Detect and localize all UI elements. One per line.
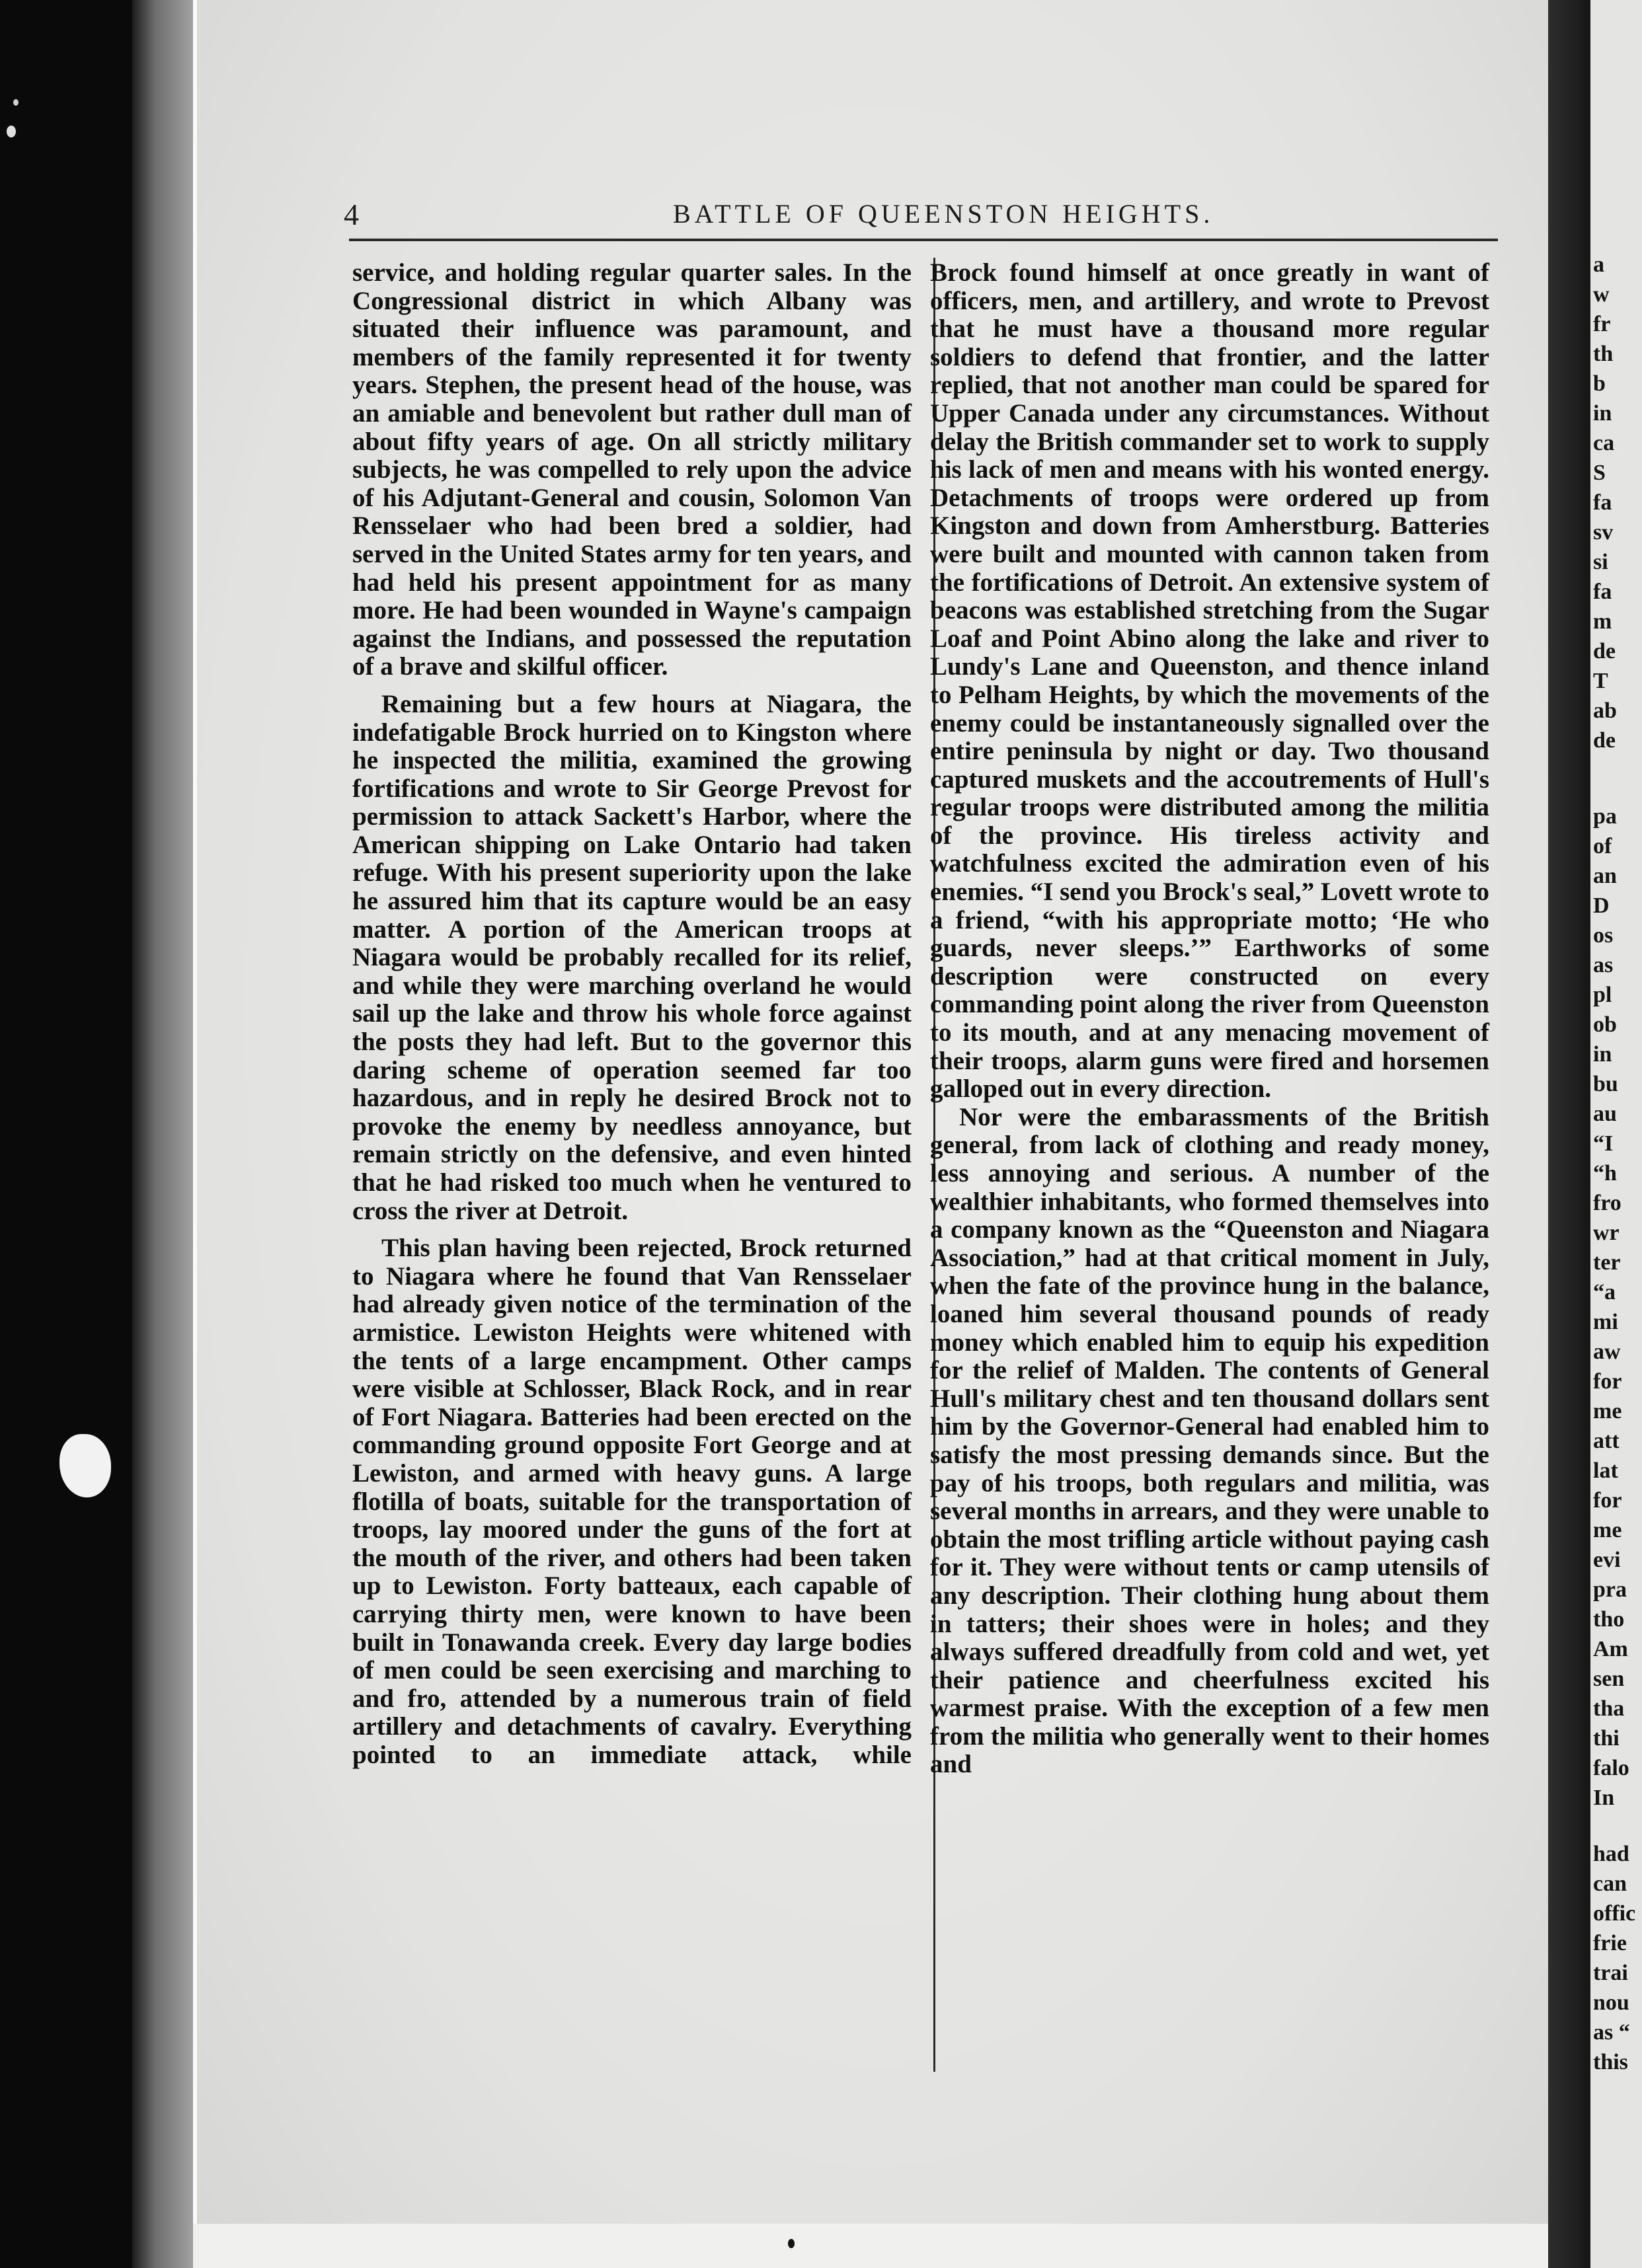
scan-background bbox=[0, 0, 132, 2268]
adjacent-page-fragment: S bbox=[1593, 461, 1606, 485]
adjacent-page-fragment: for bbox=[1593, 1369, 1622, 1394]
adjacent-page-fragment: fa bbox=[1593, 490, 1612, 515]
paragraph: Brock found himself at once greatly in want of officers, men, and artillery, and wrote to Prevost that he must have a thousand more regular soldiers to defend that frontier, and the latter replied, that not another man could be spared for Upper Canada under any circumstances. Without delay the British commander set to work to supply his lack of men and means with his wonted energy. Detachments of troops were ordered up from Kingston and down from Amherstburg. Batteries were built and mounted with cannon taken from the fortifications of Detroit. An extensive system of beacons was established stretching from the Sugar Loaf and Point Abino along the lake and river to Lundy's Lane and Queenston, and thence inland to Pelham Heights, by which the movements of the enemy could be instantaneously signalled over the entire peninsula by night or day. Two thousand captured muskets and the accoutrements of Hull's regular troops were distributed among the militia of the province. His tireless activity and watchfulness excited the admiration even of his enemies. “I send you Brock's seal,” Lovett wrote to a friend, “with his appropriate motto; ‘He who guards, never sleeps.’” Earthworks of some description were constructed on every commanding point along the river from Queenston to its mouth, and at any menacing movement of their troops, alarm guns were fired and horsemen galloped out in every direction. bbox=[930, 258, 1489, 1104]
adjacent-page-fragment: pa bbox=[1593, 804, 1617, 829]
adjacent-page-fragment: mi bbox=[1593, 1310, 1618, 1334]
adjacent-page-fragment: for bbox=[1593, 1488, 1622, 1513]
page-edge-shadow bbox=[132, 0, 198, 2268]
adjacent-page-fragment: ca bbox=[1593, 431, 1615, 455]
adjacent-page-fragment: had bbox=[1593, 1842, 1629, 1866]
adjacent-page-fragment: sv bbox=[1593, 520, 1614, 545]
page-number: 4 bbox=[344, 198, 359, 231]
adjacent-page-fragment: me bbox=[1593, 1399, 1622, 1423]
adjacent-page-fragment: this bbox=[1593, 2050, 1628, 2074]
adjacent-page-fragment: of bbox=[1593, 834, 1612, 858]
page-bottom-margin bbox=[193, 2224, 1548, 2268]
adjacent-page-fragment: me bbox=[1593, 1518, 1622, 1542]
scan-speck bbox=[7, 126, 16, 137]
adjacent-page-fragment: pl bbox=[1593, 983, 1612, 1007]
book-gutter bbox=[1548, 0, 1590, 2268]
adjacent-page-fragment: thi bbox=[1593, 1726, 1620, 1751]
adjacent-page-fragment: fr bbox=[1593, 312, 1611, 336]
left-column bbox=[352, 259, 912, 1769]
adjacent-page-fragment: “I bbox=[1593, 1131, 1614, 1156]
adjacent-page-fragment: m bbox=[1593, 609, 1612, 634]
adjacent-page-fragment: sen bbox=[1593, 1667, 1625, 1691]
adjacent-page-fragment: can bbox=[1593, 1871, 1627, 1896]
adjacent-page-fragment: offic bbox=[1593, 1901, 1636, 1926]
adjacent-page-fragment: de bbox=[1593, 639, 1616, 663]
adjacent-page-fragment: de bbox=[1593, 728, 1616, 753]
adjacent-page-fragment: wr bbox=[1593, 1221, 1620, 1245]
adjacent-page-fragment: as “ bbox=[1593, 2020, 1630, 2045]
adjacent-page-fragment: ter bbox=[1593, 1250, 1621, 1275]
adjacent-page-fragment: nou bbox=[1593, 1990, 1629, 2015]
adjacent-page-fragment: bu bbox=[1593, 1072, 1618, 1096]
adjacent-page-fragment: evi bbox=[1593, 1548, 1621, 1572]
adjacent-page-fragment: si bbox=[1593, 550, 1608, 574]
adjacent-page-fragment: falo bbox=[1593, 1756, 1629, 1780]
adjacent-page-fragment: D bbox=[1593, 893, 1610, 918]
header-rule bbox=[349, 239, 1498, 241]
adjacent-page-fragment: as bbox=[1593, 953, 1614, 977]
adjacent-page-fragment: frie bbox=[1593, 1931, 1627, 1955]
adjacent-page-fragment: a bbox=[1593, 252, 1604, 277]
paragraph: This plan having been rejected, Brock returned to Niagara where he found that Van Rensselaer had already given notice of the termination of the armistice. Lewiston Heights were whitened with the tents of a large encampment. Other camps were visible at Schlosser, Black Rock, and in rear of Fort Niagara. Batteries had been erected on the commanding ground opposite Fort George and at Lewiston, and armed with heavy guns. A large flotilla of boats, suitable for the transportation of troops, lay moored under the guns of the fort at the mouth of the river, and others had been taken up to Lewiston. Forty batteaux, each capable of carrying thirty men, were known to have been built in Tonawanda creek. Every day large bodies of men could be seen exercising and marching to and fro, attended by a numerous train of field artillery and detachments of cavalry. Everything pointed to an immediate attack, while bbox=[352, 1234, 912, 1769]
paragraph: Nor were the embarassments of the British general, from lack of clothing and ready money, less annoying and serious. A number of the wealthier inhabitants, who formed themselves into a company known as the “Queenston and Niagara Association,” had at that critical moment in July, when the fate of the province hung in the balance, loaned him several thousand pounds of ready money which enabled him to equip his expedition for the relief of Malden. The contents of General Hull's military chest and ten thousand dollars sent him by the Governor-General had enabled him to satisfy the most pressing demands since. But the pay of his troops, both regulars and militia, was several months in arrears, and they were unable to obtain the most trifling article without paying cash for it. They were without tents or camp utensils of any description. Their clothing hung about them in tatters; their shoes were in holes; and they always suffered dreadfully from cold and wet, yet their patience and cheerfulness excited his warmest praise. With the exception of a few men from the militia who generally went to their homes and bbox=[930, 1102, 1489, 1779]
adjacent-page-fragment: os bbox=[1593, 923, 1614, 948]
adjacent-page-fragment: aw bbox=[1593, 1340, 1621, 1364]
adjacent-page-fragment: b bbox=[1593, 371, 1606, 396]
adjacent-page-fragment: an bbox=[1593, 864, 1617, 888]
adjacent-page-fragment: w bbox=[1593, 282, 1610, 307]
adjacent-page-fragment: ob bbox=[1593, 1012, 1617, 1037]
adjacent-page-fragment: lat bbox=[1593, 1458, 1618, 1483]
adjacent-page-fragment: Am bbox=[1593, 1637, 1628, 1661]
adjacent-page-fragment: fro bbox=[1593, 1191, 1622, 1215]
adjacent-page-fragment: th bbox=[1593, 342, 1614, 366]
adjacent-page-fragment: in bbox=[1593, 1042, 1612, 1067]
adjacent-page-fragment: fa bbox=[1593, 580, 1612, 604]
adjacent-page-fragment: in bbox=[1593, 401, 1612, 426]
paragraph: service, and holding regular quarter sales. In the Congressional district in which Albany was situated their influence was paramount, and members of the family represented it for twenty years. Stephen, the present head of the house, was an amiable and benevolent but rather dull man of about fifty years of age. On all strictly military subjects, he was compelled to rely upon the advice of his Adjutant-General and cousin, Solomon Van Rensselaer who had been bred a soldier, had served in the United States army for ten years, and had held his present appointment for as many more. He had been wounded in Wayne's campaign against the Indians, and possessed the reputation of a brave and skilful officer. bbox=[352, 258, 912, 681]
adjacent-page-fragment: In bbox=[1593, 1786, 1615, 1810]
adjacent-page-fragment: trai bbox=[1593, 1961, 1628, 1985]
adjacent-page-edge bbox=[1590, 0, 1642, 2268]
adjacent-page-fragment: att bbox=[1593, 1429, 1620, 1453]
ink-speck bbox=[788, 2239, 795, 2248]
adjacent-page-fragment: ab bbox=[1593, 699, 1617, 723]
adjacent-page-fragment: “a bbox=[1593, 1280, 1616, 1304]
running-title: BATTLE OF QUEENSTON HEIGHTS. bbox=[673, 199, 1214, 229]
right-column bbox=[930, 259, 1489, 1779]
adjacent-page-fragment: “h bbox=[1593, 1161, 1617, 1186]
adjacent-page-fragment: tho bbox=[1593, 1607, 1625, 1632]
adjacent-page-fragment: pra bbox=[1593, 1577, 1627, 1602]
adjacent-page-fragment: au bbox=[1593, 1102, 1617, 1126]
adjacent-page-fragment: T bbox=[1593, 669, 1608, 693]
paragraph: Remaining but a few hours at Niagara, the indefatigable Brock hurried on to Kingston where he inspected the militia, examined the growing fortifications and wrote to Sir George Prevost for permission to attack Sackett's Harbor, where the American shipping on Lake Ontario had taken refuge. With his present superiority upon the lake he assured him that its capture would be an easy matter. A portion of the American troops at Niagara would be probably recalled for its relief, and while they were marching overland he would sail up the lake and throw his whole force against the posts they had left. But to the governor this daring scheme of operation seemed far too hazardous, and in reply he desired Brock not to provoke the enemy by needless annoyance, but remain strictly on the defensive, and even hinted that he had risked too much when he ventured to cross the river at Detroit. bbox=[352, 689, 912, 1225]
scan-speck bbox=[13, 99, 19, 106]
adjacent-page-fragment: tha bbox=[1593, 1696, 1625, 1721]
